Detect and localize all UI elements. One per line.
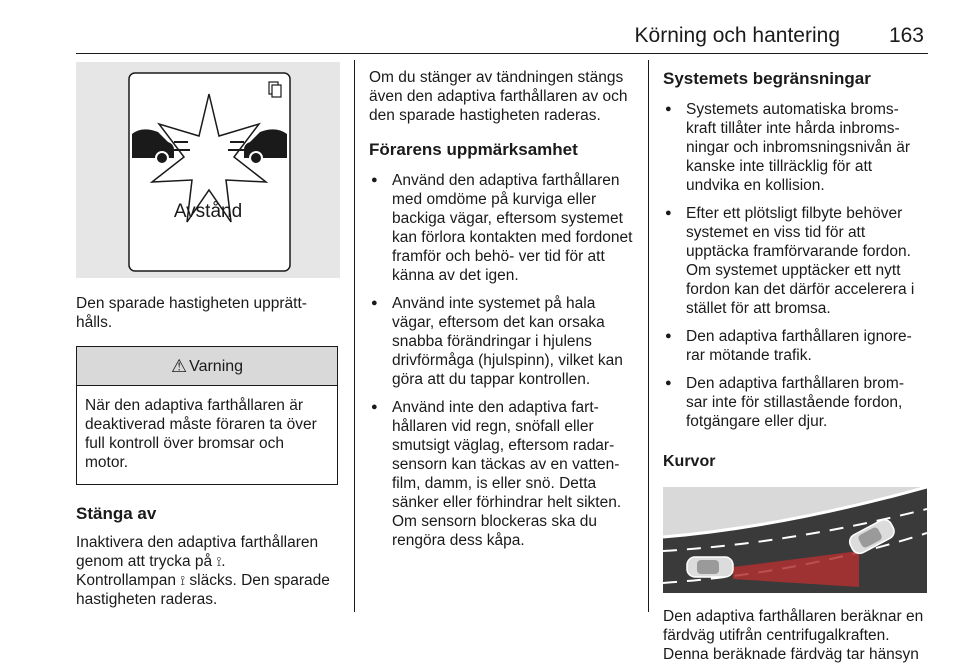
indicator-text: Kontrollampan [76,572,176,589]
warning-title: Varning [189,357,244,375]
limitations-list [663,100,929,431]
indicator-text-tail: släcks. Den sparade hastigheten raderas. [76,572,330,608]
list-item: ● Använd den adaptiva farthållaren med omdöme på kurviga eller backiga vägar, eftersom systemet kan förlora kontakten med fordonet framför och behö- ver tid för att känna av det igen. [369,171,635,285]
list-item: ● Använd inte den adaptiva fart- hållaren vid regn, snöfall eller smutsigt väglag, eftersom radar- sensorn kan täckas av en vatten- film, damm, is eller snö. Detta sänker eller förhindrar helt sikten. Om sensorn blockeras ska du rengöra dess kåpa. [369,398,635,550]
column-2 [369,68,635,559]
section-title-limitations: Systemets begränsningar [663,69,871,88]
curve-road-icon [663,487,927,593]
list-item: ● Använd inte systemet på hala vägar, eftersom det kan orsaka snabba förändringar i hjulens drivförmåga (hjulspinn), vilket kan göra att du tappar kontrollen. [369,294,635,389]
page-number: 163 [888,24,924,47]
subsection-title-curves: Kurvor [663,453,716,470]
chapter-title: Körning och hantering [634,24,840,47]
column-1 [76,62,340,609]
list-item: ● Den adaptiva farthållaren brom- sar inte för stillastående fordon, fotgängare eller djur. [663,374,929,431]
section-paragraph [76,533,340,609]
warning-header [77,347,337,386]
intro-paragraph: Om du stänger av tändningen stängs även den adaptiva farthållaren av och den sparade hastigheten raderas. [369,69,628,124]
warning-text: När den adaptiva farthållaren är deaktiverad måste föraren ta över full kontroll över bromsar och motor. [85,397,317,471]
section-title-stanga-av: Stänga av [76,504,157,523]
deactivate-text-tail: . [221,553,226,570]
column-divider-2 [648,60,649,612]
distance-warning-figure [76,62,340,278]
cruise-control-button-icon: ⟟ [216,554,222,569]
curve-caption: Den adaptiva farthållaren beräknar en färdväg utifrån centrifugalkraften. Denna beräknade färdväg tar hänsyn [663,608,924,663]
distance-label: Avstånd [173,201,243,222]
warning-box [76,346,338,485]
section-title-attention: Förarens uppmärksamhet [369,140,578,159]
attention-list [369,171,635,550]
list-item: ● Den adaptiva farthållaren ignore- rar mötande trafik. [663,327,929,365]
curve-figure [663,487,927,593]
figure-caption: Den sparade hastigheten upprätt- hålls. [76,295,307,331]
deactivate-text: Inaktivera den adaptiva farthållaren genom att trycka på [76,534,319,570]
car-icon [687,557,733,577]
list-item: ● Systemets automatiska broms- kraft tillåter inte hårda inbroms- ningar och inbromsningsnivån är kanske inte tillräcklig för att undvika en kollision. [663,100,929,195]
column-divider-1 [354,60,355,612]
collision-warning-icon [76,62,340,278]
column-3 [663,68,929,664]
indicator-lamp-icon: ⟟ [180,573,186,588]
page-header [76,0,928,52]
header-rule [76,53,928,54]
warning-triangle-icon: ⚠ [170,355,188,376]
list-item: ● Efter ett plötsligt filbyte behöver systemet en viss tid för att upptäcka framförvarande fordon. Om systemet upptäcker ett nytt fordon kan det därför accelerera i stället för att bromsa. [663,204,929,318]
